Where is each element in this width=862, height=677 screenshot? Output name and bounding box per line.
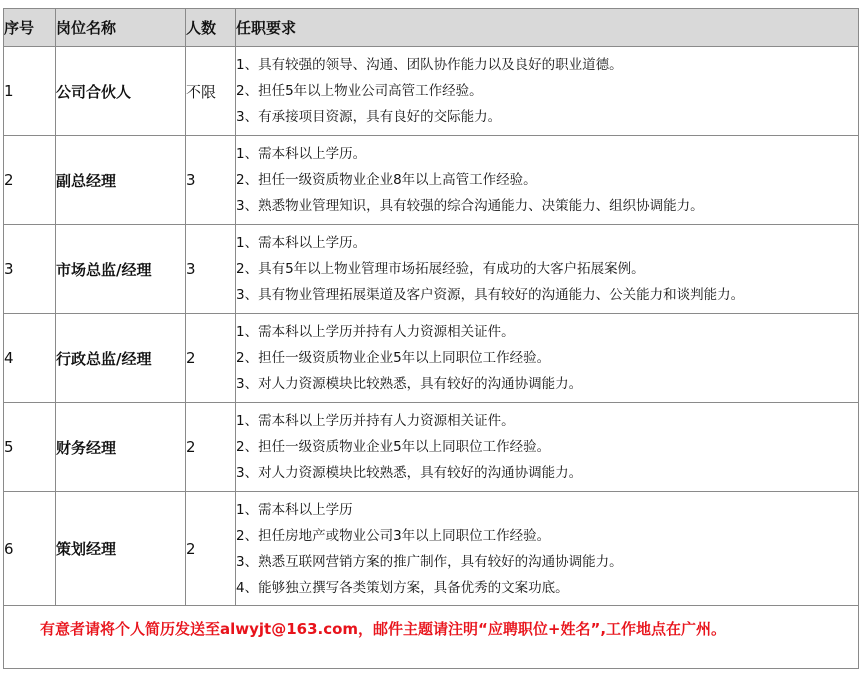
row-index: 6 [4, 492, 56, 606]
row-index: 5 [4, 403, 56, 492]
requirement-line: 2、具有5年以上物业管理市场拓展经验，有成功的大客户拓展案例。 [236, 261, 645, 277]
header-count: 人数 [186, 9, 236, 47]
row-requirements [236, 314, 859, 403]
requirement-line: 3、对人力资源模块比较熟悉，具有较好的沟通协调能力。 [236, 465, 583, 481]
requirement-line: 3、熟悉互联网营销方案的推广制作，具有较好的沟通协调能力。 [236, 553, 623, 570]
requirement-line: 1、需本科以上学历 [236, 501, 353, 518]
row-requirements [236, 492, 859, 606]
table-row [4, 136, 859, 225]
contact-note: 有意者请将个人简历发送至alwyjt@163.com，邮件主题请注明“应聘职位+姓名”,工作地点在广州。 [40, 620, 727, 638]
requirement-line: 3、熟悉物业管理知识，具有较强的综合沟通能力、决策能力、组织协调能力。 [236, 198, 704, 214]
row-count: 不限 [186, 47, 236, 136]
row-title: 策划经理 [56, 492, 186, 606]
row-requirements [236, 225, 859, 314]
table-row [4, 492, 859, 606]
requirement-line: 1、需本科以上学历并持有人力资源相关证件。 [236, 413, 515, 429]
table-row [4, 47, 859, 136]
requirement-line: 2、担任一级资质物业企业5年以上同职位工作经验。 [236, 350, 551, 366]
header-requirements: 任职要求 [236, 9, 859, 47]
requirement-line: 2、担任5年以上物业公司高管工作经验。 [236, 83, 483, 99]
row-title: 公司合伙人 [56, 47, 186, 136]
row-requirements [236, 403, 859, 492]
table-row [4, 225, 859, 314]
row-title: 行政总监/经理 [56, 314, 186, 403]
requirement-line: 1、需本科以上学历。 [236, 146, 367, 162]
table-row [4, 403, 859, 492]
row-requirements [236, 136, 859, 225]
requirement-line: 3、对人力资源模块比较熟悉，具有较好的沟通协调能力。 [236, 376, 583, 392]
row-count: 3 [186, 136, 236, 225]
row-count: 2 [186, 314, 236, 403]
requirement-line: 2、担任一级资质物业企业8年以上高管工作经验。 [236, 172, 537, 188]
requirement-line: 3、具有物业管理拓展渠道及客户资源，具有较好的沟通能力、公关能力和谈判能力。 [236, 287, 745, 303]
requirement-line: 2、担任房地产或物业公司3年以上同职位工作经验。 [236, 527, 551, 544]
row-index: 4 [4, 314, 56, 403]
row-title: 市场总监/经理 [56, 225, 186, 314]
row-count: 3 [186, 225, 236, 314]
header-title: 岗位名称 [56, 9, 186, 47]
row-title: 财务经理 [56, 403, 186, 492]
footer-row [4, 606, 859, 669]
job-table [3, 8, 859, 669]
row-index: 3 [4, 225, 56, 314]
requirement-line: 1、需本科以上学历。 [236, 235, 367, 251]
row-count: 2 [186, 492, 236, 606]
row-count: 2 [186, 403, 236, 492]
requirement-line: 3、有承接项目资源，具有良好的交际能力。 [236, 109, 502, 125]
row-index: 1 [4, 47, 56, 136]
table-header-row [4, 9, 859, 47]
requirement-line: 1、具有较强的领导、沟通、团队协作能力以及良好的职业道德。 [236, 57, 623, 73]
requirement-line: 4、能够独立撰写各类策划方案，具备优秀的文案功底。 [236, 579, 569, 596]
row-title: 副总经理 [56, 136, 186, 225]
row-requirements [236, 47, 859, 136]
table-row [4, 314, 859, 403]
requirement-line: 2、担任一级资质物业企业5年以上同职位工作经验。 [236, 439, 551, 455]
footer-cell [4, 606, 859, 669]
requirement-line: 1、需本科以上学历并持有人力资源相关证件。 [236, 324, 515, 340]
row-index: 2 [4, 136, 56, 225]
header-index: 序号 [4, 9, 56, 47]
